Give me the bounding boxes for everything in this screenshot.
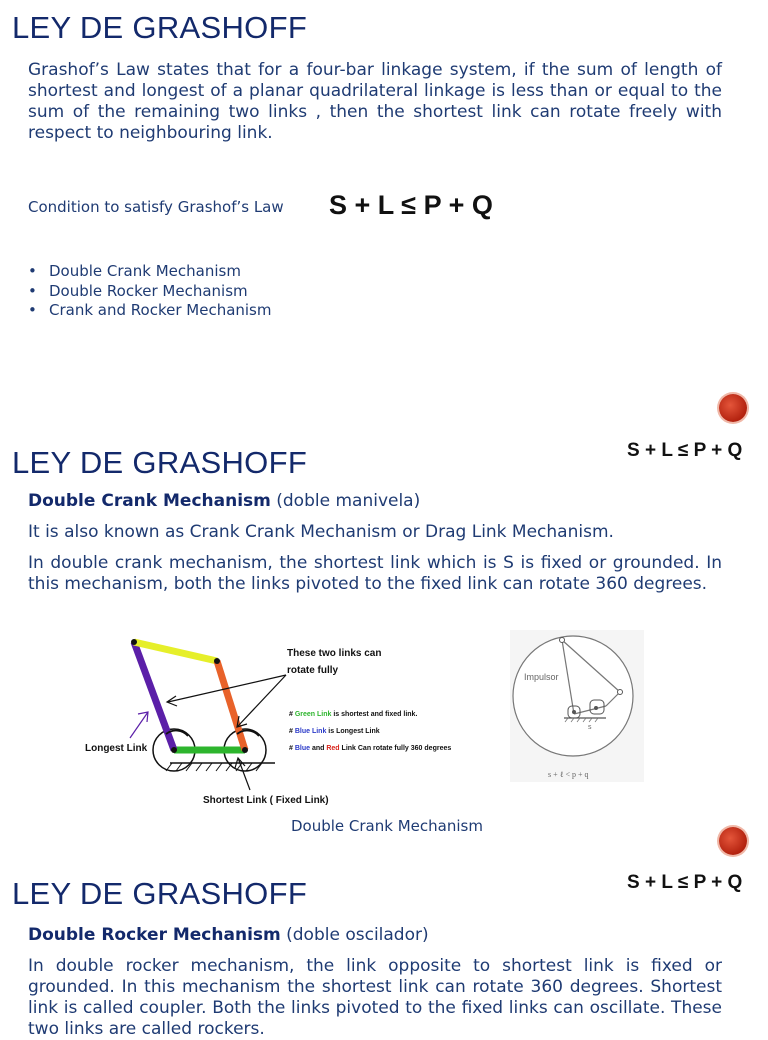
slide3-subtitle xyxy=(28,925,429,945)
note-green: # Green Link is shortest and fixed link. xyxy=(289,711,418,718)
subtitle-rest: (doble manivela) xyxy=(270,491,421,511)
slide2-title: LEY DE GRASHOFF xyxy=(12,445,308,480)
note-blue: # Blue Link is Longest Link xyxy=(289,728,380,735)
slide2-subtitle xyxy=(28,491,420,511)
condition-label: Condition to satisfy Grashof’s Law xyxy=(28,198,284,216)
label-impulsor: Impulsor xyxy=(524,672,559,682)
label-s: s xyxy=(588,724,592,731)
list-item: • Double Crank Mechanism xyxy=(28,262,272,282)
slide2-para: In double crank mechanism, the shortest link which is S is fixed or grounded. In this mechanism, both the links pivoted to the fixed link can rotate 360 degrees. xyxy=(28,553,722,594)
mechanism-list xyxy=(28,262,272,321)
slide1-intro: Grashof’s Law states that for a four-bar linkage system, if the sum of length of shortest and longest of a planar quadrilateral linkage is less than or equal to the sum of the remaining two links , then the shortest link can rotate freely with respect to neighbouring link. xyxy=(28,60,722,143)
slide3-para: In double rocker mechanism, the link opposite to shortest link is fixed or grounded. In this mechanism the shortest link can rotate 360 degrees. Shortest link is called coupler. Both the links pivoted to the fixed links can oscillate. These two links are called rockers. xyxy=(28,956,722,1039)
subtitle-bold: Double Rocker Mechanism xyxy=(28,925,281,945)
double-crank-diagram xyxy=(80,630,490,810)
yellow-link xyxy=(134,642,217,661)
subtitle-rest: (doble oscilador) xyxy=(280,925,429,945)
slide-marker-icon xyxy=(719,394,747,422)
slide2-formula: S + L ≤ P + Q xyxy=(627,440,743,461)
subtitle-bold: Double Crank Mechanism xyxy=(28,491,271,511)
blue-link xyxy=(134,642,174,750)
slide1-title: LEY DE GRASHOFF xyxy=(12,10,308,45)
red-link xyxy=(217,661,245,750)
label-these-two: These two links can xyxy=(287,648,382,659)
label-shortest-link: Shortest Link ( Fixed Link) xyxy=(203,795,329,806)
figure-caption: Double Crank Mechanism xyxy=(291,817,483,835)
slide3-formula: S + L ≤ P + Q xyxy=(627,872,743,893)
note-rotate: # Blue and Red Link Can rotate fully 360 degrees xyxy=(289,745,452,752)
handwritten-formula: s + ℓ < p + q xyxy=(548,770,589,779)
label-longest-link: Longest Link xyxy=(85,743,148,754)
slide3-title: LEY DE GRASHOFF xyxy=(12,876,308,911)
slide1-formula: S + L ≤ P + Q xyxy=(329,190,493,220)
label-rotate-fully: rotate fully xyxy=(287,665,339,676)
slide-marker-icon xyxy=(719,827,747,855)
list-item: • Crank and Rocker Mechanism xyxy=(28,301,272,321)
list-item: • Double Rocker Mechanism xyxy=(28,282,272,302)
impulsor-sketch xyxy=(510,630,644,782)
slide2-line1: It is also known as Crank Crank Mechanism or Drag Link Mechanism. xyxy=(28,522,614,542)
